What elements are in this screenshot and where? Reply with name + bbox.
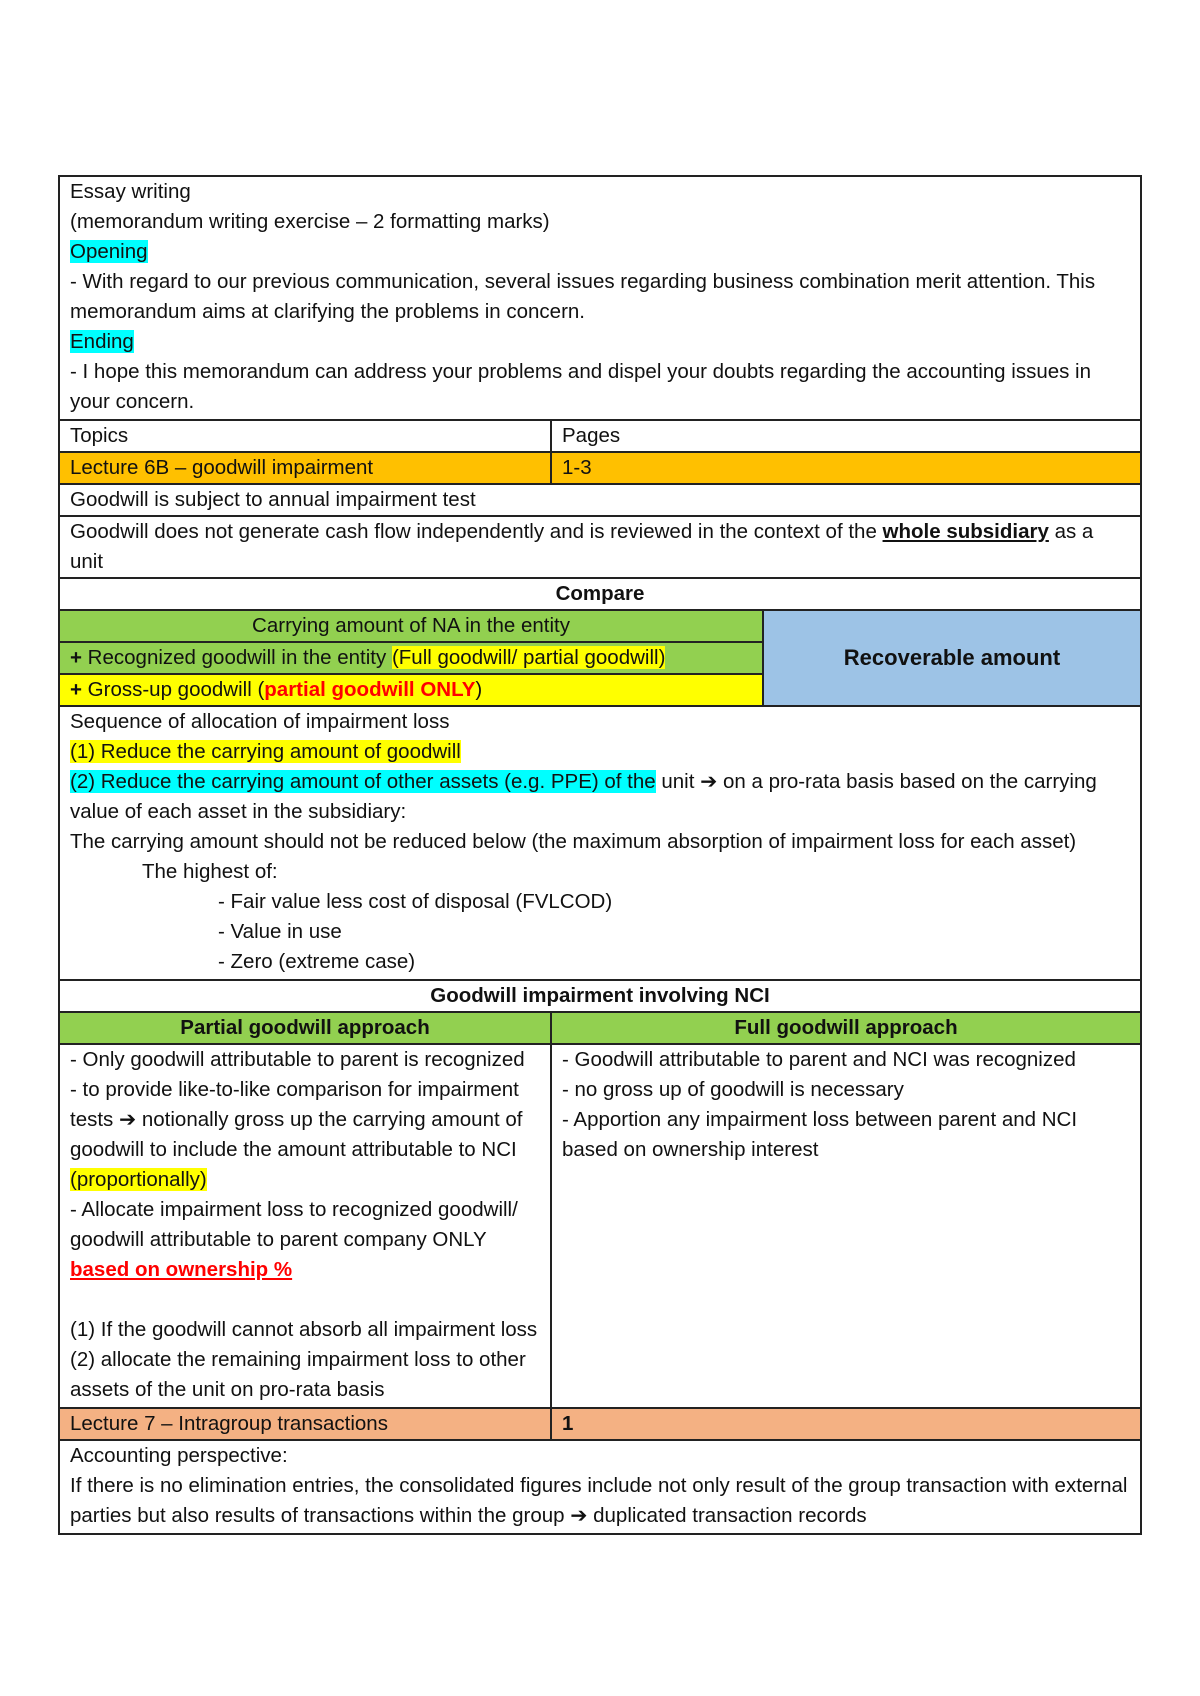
sequence-not-below: The carrying amount should not be reduced below (the maximum absorption of impairment loss for each asset) <box>70 830 1077 853</box>
carrying-amount-cell: Carrying amount of NA in the entity <box>59 610 763 642</box>
grossup-red-text: partial goodwill ONLY <box>264 678 476 701</box>
lecture-6b-pages: 1-3 <box>551 452 1141 484</box>
compare-carrying-row <box>59 610 1141 642</box>
topics-header: Topics <box>59 420 551 452</box>
lecture-6b-row <box>59 452 1141 484</box>
sequence-step-2-highlight: (2) Reduce the carrying amount of other assets (e.g. PPE) of the <box>70 770 656 793</box>
grossup-close: ) <box>475 678 483 701</box>
goodwill-cash-prefix: Goodwill does not generate cash flow independently and is reviewed in the context of the <box>70 520 883 543</box>
essay-section <box>59 176 1141 420</box>
sequence-highest: The highest of: <box>142 860 278 883</box>
compare-title-row <box>59 578 1141 610</box>
sequence-item: - Value in use <box>218 920 342 943</box>
partial-point-3-red: based on ownership % <box>70 1258 293 1281</box>
partial-goodwill-body <box>59 1044 551 1408</box>
compare-title: Compare <box>59 578 1141 610</box>
essay-title: Essay writing <box>70 180 191 203</box>
sequence-step-1: (1) Reduce the carrying amount of goodwill <box>70 740 461 763</box>
full-goodwill-body <box>551 1044 1141 1408</box>
lecture-6b-title: Lecture 6B – goodwill impairment <box>59 452 551 484</box>
lecture-7-pages: 1 <box>551 1408 1141 1440</box>
notes-table <box>58 175 1142 1535</box>
partial-point-3: - Allocate impairment loss to recognized goodwill/ goodwill attributable to parent company ONLY <box>70 1198 518 1251</box>
opening-label: Opening <box>70 240 148 263</box>
whole-subsidiary-emph: whole subsidiary <box>882 520 1049 543</box>
nci-body-row <box>59 1044 1141 1408</box>
essay-subtitle: (memorandum writing exercise – 2 formatting marks) <box>70 210 550 233</box>
full-point-3: - Apportion any impairment loss between parent and NCI based on ownership interest <box>562 1108 1078 1161</box>
grossup-text: Gross-up goodwill ( <box>81 678 265 701</box>
partial-point-1: - Only goodwill attributable to parent is recognized <box>70 1048 525 1071</box>
recognized-goodwill-text: Recognized goodwill in the entity <box>81 646 392 669</box>
goodwill-cash-row <box>59 516 1141 578</box>
lecture-7-title: Lecture 7 – Intragroup transactions <box>59 1408 551 1440</box>
partial-point-2: - to provide like-to-like comparison for impairment tests ➔ notionally gross up the carrying amount of goodwill to include the amount attributable to NCI <box>70 1078 523 1161</box>
recognized-goodwill-note: (Full goodwill/ partial goodwill) <box>391 646 666 669</box>
goodwill-cash-suffix: as a unit <box>70 520 1094 573</box>
nci-header-row <box>59 1012 1141 1044</box>
ending-label: Ending <box>70 330 134 353</box>
nci-title-row <box>59 980 1141 1012</box>
recognized-plus: + <box>70 646 82 669</box>
accounting-title: Accounting perspective: <box>70 1444 288 1467</box>
goodwill-annual-row <box>59 484 1141 516</box>
full-point-2: - no gross up of goodwill is necessary <box>562 1078 904 1101</box>
pages-header: Pages <box>551 420 1141 452</box>
goodwill-annual-text: Goodwill is subject to annual impairment test <box>59 484 1141 516</box>
grossup-goodwill-cell <box>59 674 763 706</box>
ending-text: - I hope this memorandum can address your problems and dispel your doubts regarding the accounting issues in your concern. <box>70 360 1092 413</box>
sequence-row <box>59 706 1141 980</box>
lecture-7-row <box>59 1408 1141 1440</box>
accounting-text: If there is no elimination entries, the consolidated figures include not only result of the group transaction with external parties but also results of transactions within the group ➔ duplicated transaction records <box>70 1474 1128 1527</box>
sequence-item: - Fair value less cost of disposal (FVLCOD) <box>218 890 613 913</box>
partial-point-5: (2) allocate the remaining impairment loss to other assets of the unit on pro-rata basis <box>70 1348 526 1401</box>
goodwill-cash-text <box>59 516 1141 578</box>
topics-header-row <box>59 420 1141 452</box>
grossup-plus: + <box>70 678 82 701</box>
recoverable-amount-cell: Recoverable amount <box>763 610 1141 706</box>
recognized-goodwill-cell <box>59 642 763 674</box>
partial-point-4: (1) If the goodwill cannot absorb all impairment loss <box>70 1318 538 1341</box>
opening-text: - With regard to our previous communication, several issues regarding business combination merit attention. This memorandum aims at clarifying the problems in concern. <box>70 270 1096 323</box>
partial-point-2-highlight: (proportionally) <box>70 1168 207 1191</box>
full-point-1: - Goodwill attributable to parent and NCI was recognized <box>562 1048 1076 1071</box>
sequence-title: Sequence of allocation of impairment loss <box>70 710 450 733</box>
accounting-row <box>59 1440 1141 1534</box>
partial-goodwill-header: Partial goodwill approach <box>59 1012 551 1044</box>
nci-title: Goodwill impairment involving NCI <box>59 980 1141 1012</box>
full-goodwill-header: Full goodwill approach <box>551 1012 1141 1044</box>
sequence-item: - Zero (extreme case) <box>218 950 416 973</box>
sequence-step-2-rest: unit ➔ on a pro-rata basis based on the carrying value of each asset in the subsidiary: <box>70 770 1097 823</box>
